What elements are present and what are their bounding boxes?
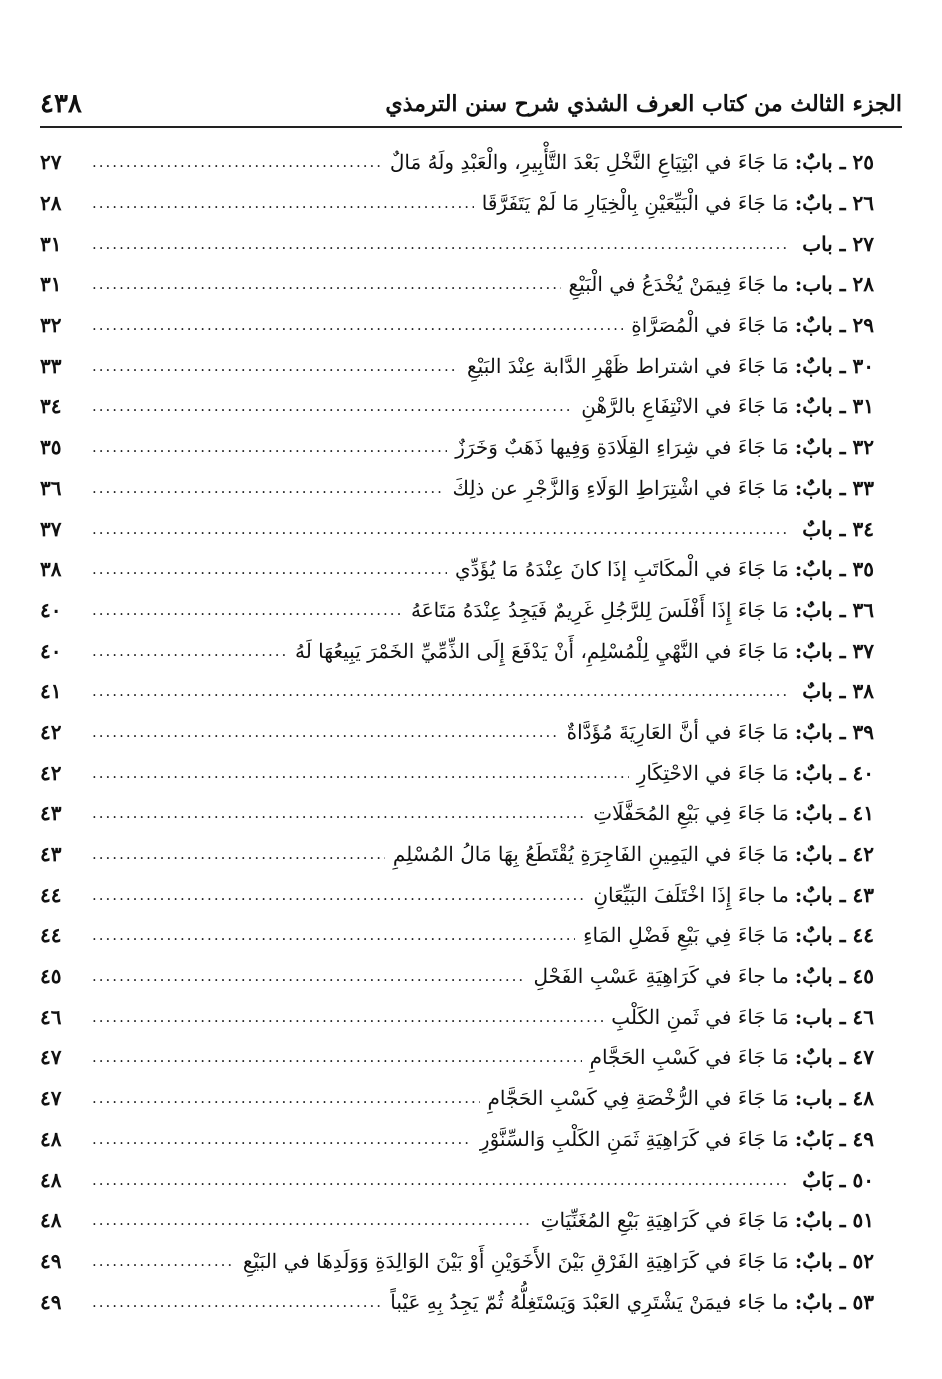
toc-entry (40, 590, 874, 631)
toc-entry (40, 1037, 874, 1078)
entry-page-number: ٤٨ (40, 1167, 62, 1192)
entry-title: مَا جَاءَ في الاحْتِكَارِ (636, 760, 789, 785)
dot-leader (92, 723, 559, 741)
dot-leader (92, 1252, 235, 1270)
toc-entry (40, 427, 874, 468)
dot-leader (92, 397, 573, 415)
entry-chapter-label: ٣٧ ـ بابٌ: (794, 638, 874, 663)
entry-page-number: ٤٧ (40, 1086, 62, 1111)
toc-entry (40, 915, 874, 956)
entry-title: مَا جَاءَ إِذَا أَفْلَسَ لِلرَّجُلِ غَرِيمٌ فَيَجِدُ عِنْدَهُ مَتَاعَهُ (410, 597, 789, 622)
dot-leader (92, 194, 474, 212)
entry-title: ما جاءَ إِذَا اخْتَلَفَ البَيِّعَانِ (593, 882, 789, 907)
toc-entry (40, 142, 874, 183)
dot-leader (92, 316, 623, 334)
dot-leader (92, 438, 447, 456)
toc-entry (40, 468, 874, 509)
toc-entry (40, 508, 874, 549)
entry-page-number: ٣٧ (40, 516, 62, 541)
toc-entry (40, 183, 874, 224)
dot-leader (92, 153, 382, 171)
entry-page-number: ٣٢ (40, 313, 62, 338)
entry-title: مَا جَاءَ في ابْتِيَاعِ النَّخْلِ بَعْدَ التَّأْبِيرِ، والْعَبْدِ ولَهُ مَالٌ (389, 150, 789, 175)
dot-leader (92, 804, 585, 822)
dot-leader (92, 642, 287, 660)
entry-chapter-label: ٢٩ ـ بابٌ: (794, 313, 874, 338)
toc-entry (40, 1241, 874, 1282)
dot-leader (92, 886, 585, 904)
entry-chapter-label: ٣٦ ـ بابٌ: (794, 597, 874, 622)
entry-title: ما جاءَ في كَرَاهِيَةِ عَسْبِ الفَحْلِ (533, 964, 789, 989)
toc-entry (40, 712, 874, 753)
toc-entry (40, 305, 874, 346)
entry-page-number: ٣٨ (40, 557, 62, 582)
toc-entry (40, 1119, 874, 1160)
entry-page-number: ٤٣ (40, 801, 62, 826)
entry-chapter-label: ٢٨ ـ باب: (794, 272, 874, 297)
entry-page-number: ٣٦ (40, 475, 62, 500)
entry-chapter-label: ٣٨ ـ بابٌ (802, 679, 874, 704)
entry-title: مَا جَاءَ في الْمكَاتَبِ إذَا كانَ عِنْدَهُ مَا يُؤَدِّي (455, 557, 789, 582)
entry-page-number: ٣١ (40, 272, 62, 297)
toc-entry (40, 630, 874, 671)
dot-leader (92, 479, 444, 497)
entry-chapter-label: ٥٣ ـ بابٌ: (794, 1289, 874, 1314)
entry-title: مَا جَاءَ في كَرَاهِيَةِ ثَمَنِ الكَلْبِ وَالسِّنَّوْرِ (479, 1126, 789, 1151)
dot-leader (92, 520, 788, 538)
entry-page-number: ٤٨ (40, 1208, 62, 1233)
toc-entry (40, 345, 874, 386)
entry-chapter-label: ٤٢ ـ بابٌ: (794, 842, 874, 867)
toc-entry (40, 671, 874, 712)
entry-chapter-label: ٣٤ ـ بابٌ (802, 516, 874, 541)
entry-chapter-label: ٣٣ ـ بابٌ: (794, 475, 874, 500)
dot-leader (92, 967, 526, 985)
toc-entry (40, 834, 874, 875)
dot-leader (92, 1171, 788, 1189)
entry-title: مَا جَاءَ في شِرَاءِ القِلَادَةِ وَفِيها ذَهَبٌ وَخَرَزٌ (455, 435, 789, 460)
entry-page-number: ٤٨ (40, 1126, 62, 1151)
entry-title: ما جَاء فيمَنْ يَشْتَرِي العَبْدَ وَيَسْتَغِلُّهُ ثُمّ يَجِدُ بِهِ عَيْباً (390, 1289, 789, 1314)
entry-chapter-label: ٥٠ ـ بَابٌ (802, 1167, 874, 1192)
entry-chapter-label: ٣٩ ـ بابٌ: (794, 719, 874, 744)
entry-page-number: ٤٤ (40, 923, 62, 948)
entry-title: مَا جَاءَ في النَّهْيِ لِلْمُسْلِمِ، أَنْ يَدْفَعَ إِلَى الذِّمِّيِّ الخَمْرَ يَبِيعُهَا لَهُ (295, 638, 789, 663)
entry-page-number: ٢٨ (40, 191, 62, 216)
toc-entry (40, 1159, 874, 1200)
dot-leader (92, 1008, 603, 1026)
dot-leader (92, 1048, 582, 1066)
entry-page-number: ٤٢ (40, 719, 62, 744)
entry-page-number: ٣٣ (40, 353, 62, 378)
entry-title: مَا جَاءَ في ثَمنِ الكَلْبِ (611, 1004, 789, 1029)
entry-title: مَا جَاءَ في الانْتِفَاعِ بالرَّهْنِ (581, 394, 789, 419)
entry-chapter-label: ٣٥ ـ بابٌ: (794, 557, 874, 582)
entry-page-number: ٣٥ (40, 435, 62, 460)
entry-title: مَا جَاءَ في اشْتِرَاطِ الوَلَاءِ وَالزَّجْرِ عن ذلِكَ (452, 475, 789, 500)
toc-entry (40, 223, 874, 264)
entry-chapter-label: ٤٨ ـ باب: (794, 1086, 874, 1111)
entry-page-number: ٤٠ (40, 597, 62, 622)
entry-page-number: ٤٠ (40, 638, 62, 663)
toc-entry (40, 793, 874, 834)
entry-chapter-label: ٣١ ـ بابٌ: (794, 394, 874, 419)
entry-page-number: ٢٧ (40, 150, 62, 175)
page-number: ٤٣٨ (40, 89, 82, 119)
entry-page-number: ٤٧ (40, 1045, 62, 1070)
dot-leader (92, 235, 788, 253)
dot-leader (92, 601, 403, 619)
entry-page-number: ٤٥ (40, 964, 62, 989)
entry-title: مَا جَاءَ في اشتراط ظَهْرِ الدَّابة عِنْدَ البَيْعِ (467, 353, 789, 378)
entry-page-number: ٤١ (40, 679, 62, 704)
entry-chapter-label: ٤٦ ـ باب: (794, 1004, 874, 1029)
dot-leader (92, 926, 575, 944)
toc-entry (40, 1200, 874, 1241)
dot-leader (92, 560, 447, 578)
entry-chapter-label: ٢٦ ـ بابٌ: (794, 191, 874, 216)
dot-leader (92, 1293, 382, 1311)
entry-page-number: ٤٩ (40, 1289, 62, 1314)
entry-title: مَا جَاءَ في الْبَيِّعَيْنِ بِالْخِيَارِ مَا لَمْ يَتَفَرَّقَا (481, 191, 789, 216)
entry-chapter-label: ٥١ ـ بابٌ: (794, 1208, 874, 1233)
entry-page-number: ٤٣ (40, 842, 62, 867)
entry-chapter-label: ٤١ ـ بابٌ: (794, 801, 874, 826)
entry-title: مَا جَاءَ في الْمُصَرَّاةِ (631, 313, 789, 338)
entry-title: ما جَاءَ فِيمَنْ يُخْدَعُ في الْبَيْعِ (568, 272, 789, 297)
toc-list (40, 142, 874, 1322)
toc-entry (40, 996, 874, 1037)
dot-leader (92, 357, 459, 375)
entry-chapter-label: ٥٢ ـ بابٌ: (794, 1248, 874, 1273)
dot-leader (92, 275, 561, 293)
entry-page-number: ٤٩ (40, 1248, 62, 1273)
dot-leader (92, 1130, 472, 1148)
entry-page-number: ٣٤ (40, 394, 62, 419)
entry-chapter-label: ٤٤ ـ بابٌ: (794, 923, 874, 948)
toc-entry (40, 386, 874, 427)
toc-entry (40, 1281, 874, 1322)
entry-title: مَا جَاءَ في كَرَاهِيَةِ بَيْعِ المُغَنِّيَاتِ (540, 1208, 789, 1233)
dot-leader (92, 845, 385, 863)
dot-leader (92, 1089, 480, 1107)
dot-leader (92, 682, 788, 700)
entry-page-number: ٤٤ (40, 882, 62, 907)
entry-title: مَا جَاءَ في الرُّخْصَةِ فِي كَسْبِ الحَجَّامِ (487, 1086, 789, 1111)
toc-entry (40, 752, 874, 793)
entry-page-number: ٤٢ (40, 760, 62, 785)
entry-chapter-label: ٤٣ ـ بابٌ: (794, 882, 874, 907)
toc-entry (40, 549, 874, 590)
dot-leader (92, 1211, 533, 1229)
toc-entry (40, 1078, 874, 1119)
entry-page-number: ٤٦ (40, 1004, 62, 1029)
running-title: الجزء الثالث من كتاب العرف الشذي شرح سنن الترمذي (385, 91, 902, 117)
entry-title: مَا جَاءَ فِي بَيْعِ المُحَفَّلَاتِ (593, 801, 789, 826)
entry-chapter-label: ٣٠ ـ بابٌ: (794, 353, 874, 378)
entry-title: مَا جَاءَ فِي بَيْعِ فَضْلِ المَاءِ (583, 923, 789, 948)
entry-page-number: ٣١ (40, 231, 62, 256)
entry-chapter-label: ٢٥ ـ بابٌ: (794, 150, 874, 175)
toc-entry (40, 264, 874, 305)
dot-leader (92, 764, 629, 782)
entry-chapter-label: ٤٩ ـ بَابٌ: (794, 1126, 874, 1151)
entry-chapter-label: ٣٢ ـ بابٌ: (794, 435, 874, 460)
entry-title: مَا جَاءَ في كَرَاهِيَةِ الفَرْقِ بَيْنَ الأَخَوَيْنِ أَوْ بَيْنَ الوَالِدَةِ وَوَلَدِهَا في البَيْعِ (242, 1248, 789, 1273)
entry-chapter-label: ٤٥ ـ بابٌ: (794, 964, 874, 989)
toc-entry (40, 956, 874, 997)
entry-chapter-label: ٤٠ ـ بابٌ: (794, 760, 874, 785)
toc-entry (40, 874, 874, 915)
entry-title: مَا جَاءَ في أنَّ العَارِيَةَ مُؤَدَّاةٌ (566, 719, 789, 744)
entry-chapter-label: ٤٧ ـ بابٌ: (794, 1045, 874, 1070)
page-header (40, 82, 902, 128)
entry-title: مَا جَاءَ في اليَمِينِ الفَاجِرَةِ يُقْتَطَعُ بِهَا مَالُ المُسْلِمِ (392, 842, 789, 867)
entry-title: مَا جَاءَ في كَسْبِ الحَجَّامِ (589, 1045, 789, 1070)
entry-chapter-label: ٢٧ ـ باب (802, 231, 874, 256)
